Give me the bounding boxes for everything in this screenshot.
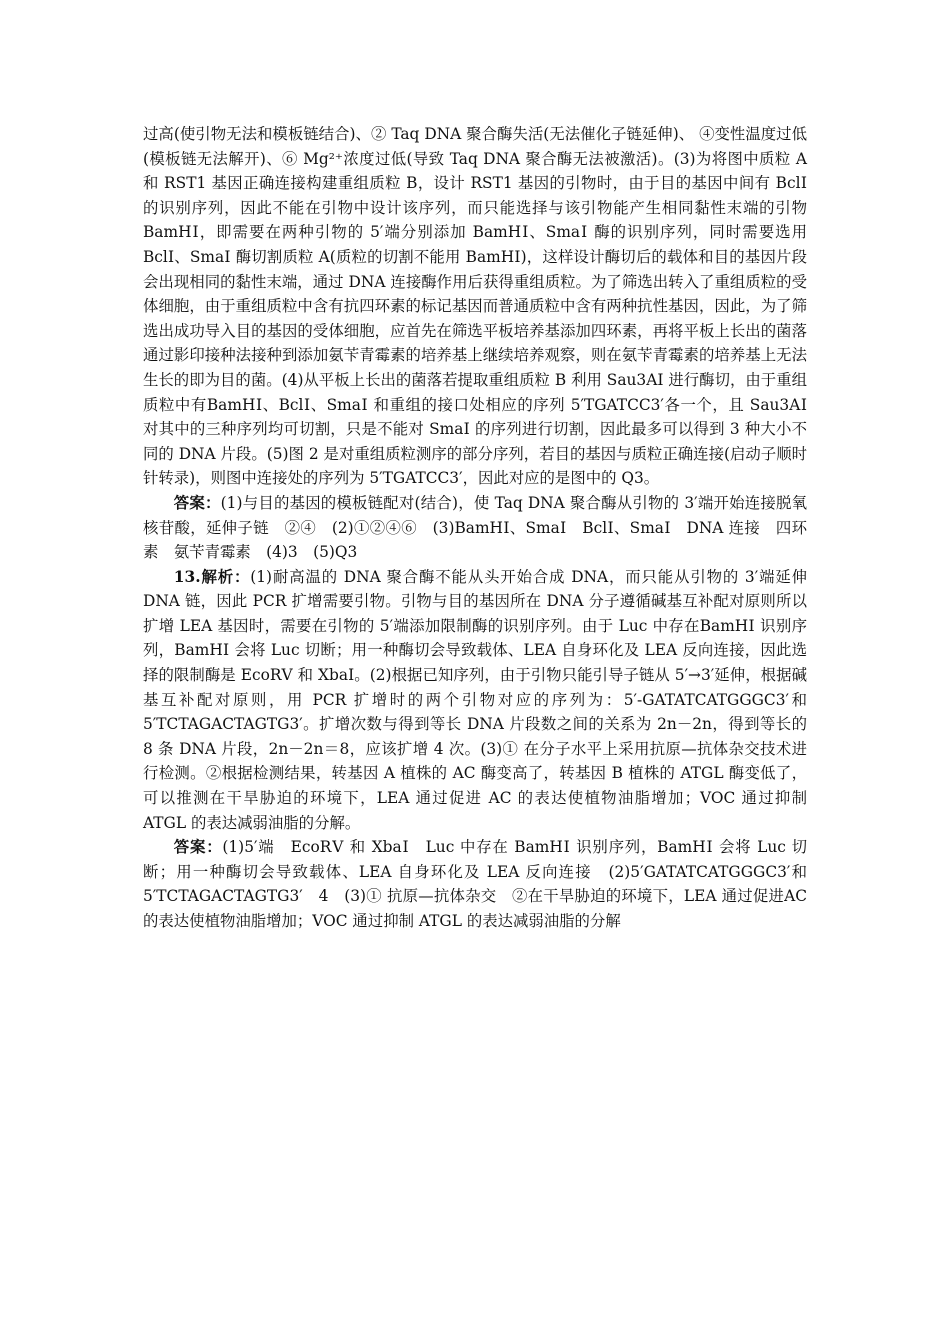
answer-label: 答案： (173, 493, 221, 512)
paragraph-text: (1)耐高温的 DNA 聚合酶不能从头开始合成 DNA，而只能从引物的 3′端延伸 DNA 链，因此 PCR 扩增需要引物。引物与目的基因所在 DNA 分子遵循碱基互补配对原则所以扩增 LEA 基因时，需要在引物的 5′端添加限制酶的识别序列。由于 Luc 中存在BamHⅠ 识别序列，BamHⅠ 会将 Luc 切断；用一种酶切会导致载体、LEA 自身环化及 LEA 反向连接，因此选择的限制酶是 EcoRⅤ 和 XbaⅠ。(2)根据已知序列，由于引物只能引导子链从 5′→3′延伸，根据碱基互补配对原则，用 PCR 扩增时的两个引物对应的序列为：5′-GATATCATGGGC3′和 5′TCTAGACTAGTG3′。扩增次数与得到等长 DNA 片段数之间的关系为 2n－2n，得到等长的 8 条 DNA 片段，2n－2n＝8，应该扩增 4 次。(3)① 在分子水平上采用抗原—抗体杂交技术进行检测。②根据检测结果，转基因 A 植株的 AC 酶变高了，转基因 B 植株的 ATGL 酶变低了，可以推测在干旱胁迫的环境下，LEA 通过促进 AC 的表达使植物油脂增加；VOC 通过抑制 ATGL 的表达减弱油脂的分解。 (143, 567, 808, 832)
paragraph-text: (1)5′端 EcoRⅤ 和 XbaⅠ Luc 中存在 BamHⅠ 识别序列，BamHⅠ 会将 Luc 切断；用一种酶切会导致载体、LEA 自身环化及 LEA 反向连接 (2)5′GATATCATGGGC3′和5′TCTAGACTAGTG3′ 4 (3)① 抗原—抗体杂交 ②在干旱胁迫的环境下，LEA 通过促进AC 的表达使植物油脂增加；VOC 通过抑制 ATGL 的表达减弱油脂的分解 (143, 838, 807, 930)
answer-label: 答案： (173, 838, 223, 857)
paragraph-answer-13 (143, 835, 807, 933)
paragraph-text: 过高(使引物无法和模板链结合)、② Taq DNA 聚合酶失活(无法催化子链延伸)、 ④变性温度过低(模板链无法解开)、⑥ Mg²⁺浓度过低(导致 Taq DNA 聚合酶无法被激活)。(3)为将图中质粒 A 和 RST1 基因正确连接构建重组质粒 B，设计 RST1 基因的引物时，由于目的基因中间有 BclⅠ 的识别序列，因此不能在引物中设计该序列，而只能选择与该引物能产生相同黏性末端的引物 BamHⅠ，即需要在两种引物的 5′端分别添加 BamHⅠ、SmaⅠ 酶的识别序列，同时需要选用 BclⅠ、SmaⅠ 酶切割质粒 A(质粒的切割不能用 BamHⅠ)，这样设计酶切后的载体和目的基因片段会出现相同的黏性末端，通过 DNA 连接酶作用后获得重组质粒。为了筛选出转入了重组质粒的受体细胞，由于重组质粒中含有抗四环素的标记基因而普通质粒中含有两种抗性基因，因此，为了筛选出成功导入目的基因的受体细胞，应首先在筛选平板培养基添加四环素，再将平板上长出的菌落通过影印接种法接种到添加氨苄青霉素的培养基上继续培养观察，则在氨苄青霉素的培养基上无法生长的即为目的菌。(4)从平板上长出的菌落若提取重组质粒 B 利用 Sau3AⅠ 进行酶切，由于重组质粒中有BamHⅠ、BclⅠ、SmaⅠ 和重组的接口处相应的序列 5′TGATCC3′各一个，且 Sau3AⅠ 对其中的三种序列均可切割，只是不能对 SmaⅠ 的序列进行切割，因此最多可以得到 3 种大小不同的 DNA 片段。(5)图 2 是对重组质粒测序的部分序列，若目的基因与质粒正确连接(启动子顺时针转录)，则图中连接处的序列为 5′TGATCC3′，因此对应的是图中的 Q3。 (143, 125, 807, 488)
question-label: 13.解析： (173, 567, 251, 586)
paragraph-analysis-13 (143, 565, 807, 836)
paragraph-answer-12 (143, 491, 807, 565)
text-block (143, 122, 807, 934)
paragraph-analysis-12-continued (143, 122, 807, 491)
paragraph-text: (1)与目的基因的模板链配对(结合)，使 Taq DNA 聚合酶从引物的 3′端开始连接脱氧核苷酸，延伸子链 ②④ (2)①②④⑥ (3)BamHⅠ、SmaⅠ BclⅠ、SmaⅠ DNA 连接 四环素 氨苄青霉素 (4)3 (5)Q3 (143, 493, 807, 562)
